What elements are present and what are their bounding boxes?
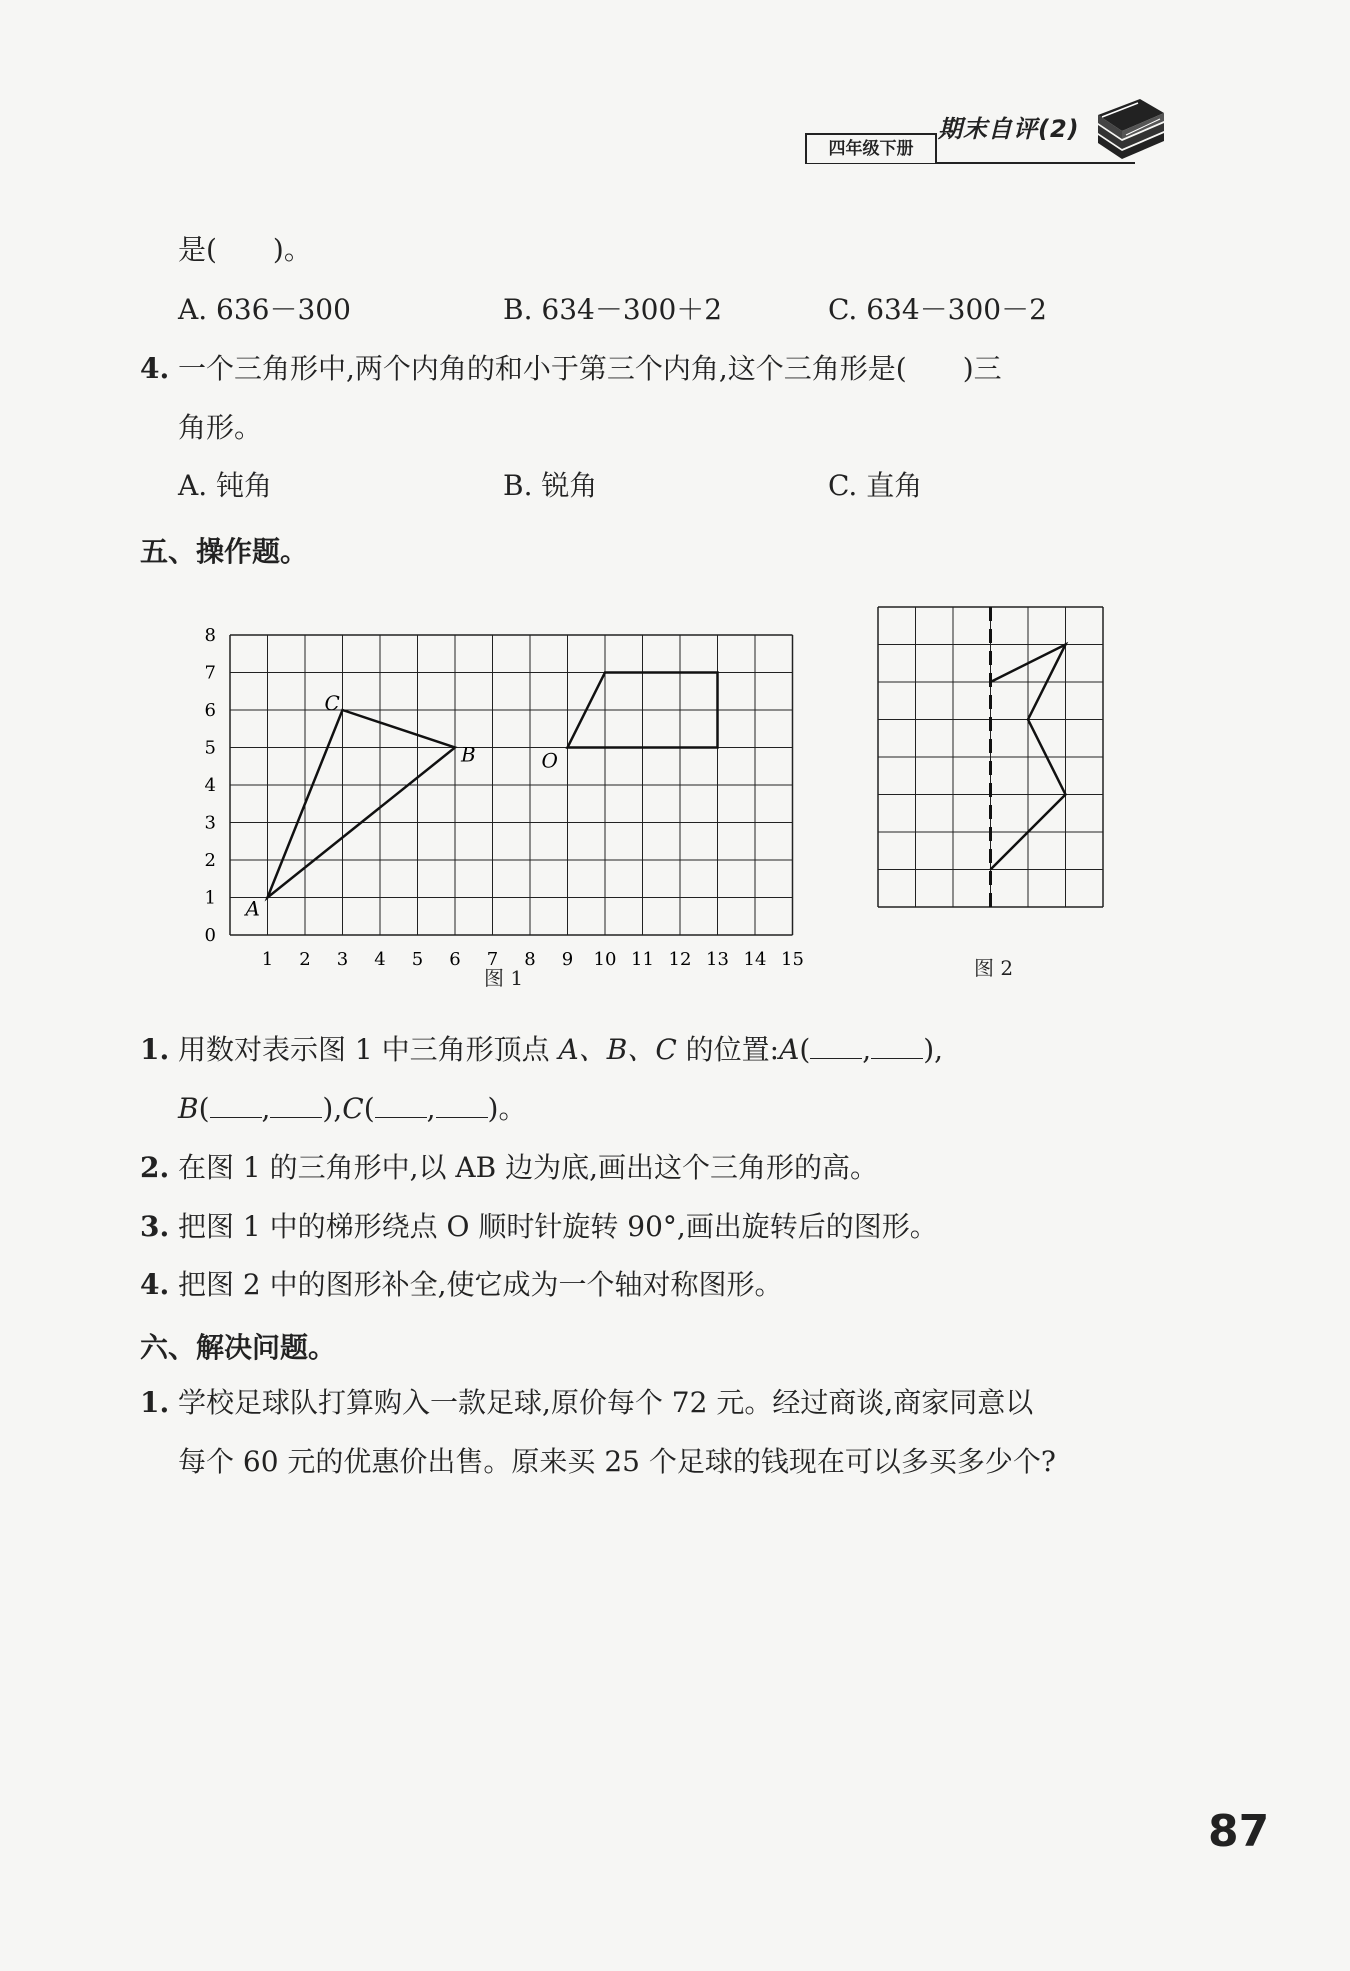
- y-tick-label: 4: [204, 775, 216, 796]
- s5-q1-number: 1.: [140, 1033, 170, 1066]
- y-tick-label: 6: [204, 700, 216, 721]
- q4-option-a[interactable]: A. 钝角: [178, 469, 273, 502]
- answer-blank-cx[interactable]: [375, 1091, 427, 1118]
- q4-option-c[interactable]: C. 直角: [828, 469, 923, 502]
- figure1-gridlines: [230, 635, 793, 935]
- q4-option-b[interactable]: B. 锐角: [503, 469, 598, 502]
- figure1-grid[interactable]: [190, 600, 810, 1000]
- x-tick-label: 13: [706, 949, 729, 970]
- x-tick-label: 4: [374, 949, 386, 970]
- x-tick-label: 8: [524, 949, 536, 970]
- q4-stem-line2: 角形。: [178, 411, 263, 444]
- figure1-x-ticks: [262, 949, 804, 970]
- s5-q1-line2: B( , ),C( , )。: [178, 1092, 527, 1125]
- y-tick-label: 8: [204, 625, 216, 646]
- y-tick-label: 0: [204, 925, 216, 946]
- q3-stem-tail: 是( )。: [178, 233, 312, 266]
- x-tick-label: 2: [299, 949, 311, 970]
- s5-q4-number: 4.: [140, 1268, 170, 1301]
- point-label-b: B: [461, 742, 476, 767]
- point-label-o: O: [541, 748, 558, 773]
- y-tick-label: 1: [204, 887, 216, 909]
- triangle-abc: [268, 710, 456, 898]
- x-tick-label: 7: [486, 949, 499, 970]
- answer-blank-ax[interactable]: [810, 1032, 862, 1059]
- x-tick-label: 9: [561, 949, 574, 970]
- page-number: 87: [1208, 1806, 1270, 1857]
- s5-q1-line1: 用数对表示图 1 中三角形顶点 A、B、C 的位置:A( , ),: [178, 1033, 944, 1066]
- s5-q3-number: 3.: [140, 1210, 170, 1243]
- y-tick-label: 3: [204, 812, 216, 834]
- section5-title: 五、操作题。: [140, 535, 309, 568]
- figure2-grid[interactable]: [875, 600, 1105, 920]
- s6-q1-line2: 每个 60 元的优惠价出售。原来买 25 个足球的钱现在可以多买多少个?: [178, 1445, 1056, 1478]
- grade-label: 四年级下册: [805, 133, 937, 163]
- x-tick-label: 1: [261, 949, 274, 970]
- point-label-a: A: [245, 896, 260, 921]
- x-tick-label: 11: [631, 949, 654, 970]
- s5-q3-text: 把图 1 中的梯形绕点 O 顺时针旋转 90°,画出旋转后的图形。: [178, 1210, 938, 1243]
- s5-q4-text: 把图 2 中的图形补全,使它成为一个轴对称图形。: [178, 1268, 783, 1301]
- q4-stem-line1: 一个三角形中,两个内角的和小于第三个内角,这个三角形是( )三: [178, 352, 1002, 385]
- figure2-caption: 图 2: [974, 956, 1014, 980]
- y-tick-label: 2: [204, 850, 216, 871]
- q4-number: 4.: [140, 352, 170, 385]
- y-tick-label: 5: [204, 737, 216, 759]
- answer-blank-cy[interactable]: [436, 1091, 488, 1118]
- x-tick-label: 6: [449, 949, 461, 970]
- page-header: [805, 95, 1170, 175]
- s5-q2-text: 在图 1 的三角形中,以 AB 边为底,画出这个三角形的高。: [178, 1151, 879, 1184]
- q3-option-a[interactable]: A. 636－300: [178, 293, 351, 326]
- answer-blank-ay[interactable]: [871, 1032, 923, 1059]
- section6-title: 六、解决问题。: [140, 1331, 337, 1364]
- x-tick-label: 3: [336, 949, 349, 970]
- s6-q1-number: 1.: [140, 1386, 170, 1419]
- x-tick-label: 5: [411, 949, 424, 970]
- x-tick-label: 10: [593, 949, 617, 970]
- exam-title: 期末自评(2): [938, 115, 1080, 143]
- books-icon: [1090, 95, 1170, 161]
- answer-blank-bx[interactable]: [210, 1091, 262, 1118]
- answer-blank-by[interactable]: [270, 1091, 322, 1118]
- figure1-caption: 图 1: [484, 966, 524, 990]
- x-tick-label: 12: [668, 949, 692, 970]
- x-tick-label: 14: [743, 949, 767, 970]
- q3-option-c[interactable]: C. 634－300－2: [828, 293, 1047, 326]
- figure1-y-ticks: [205, 625, 216, 946]
- s6-q1-line1: 学校足球队打算购入一款足球,原价每个 72 元。经过商谈,商家同意以: [178, 1386, 1034, 1419]
- s5-q2-number: 2.: [140, 1151, 170, 1184]
- x-tick-label: 15: [781, 949, 804, 970]
- point-label-c: C: [324, 691, 340, 715]
- q3-option-b[interactable]: B. 634－300＋2: [503, 293, 723, 326]
- y-tick-label: 7: [204, 662, 216, 684]
